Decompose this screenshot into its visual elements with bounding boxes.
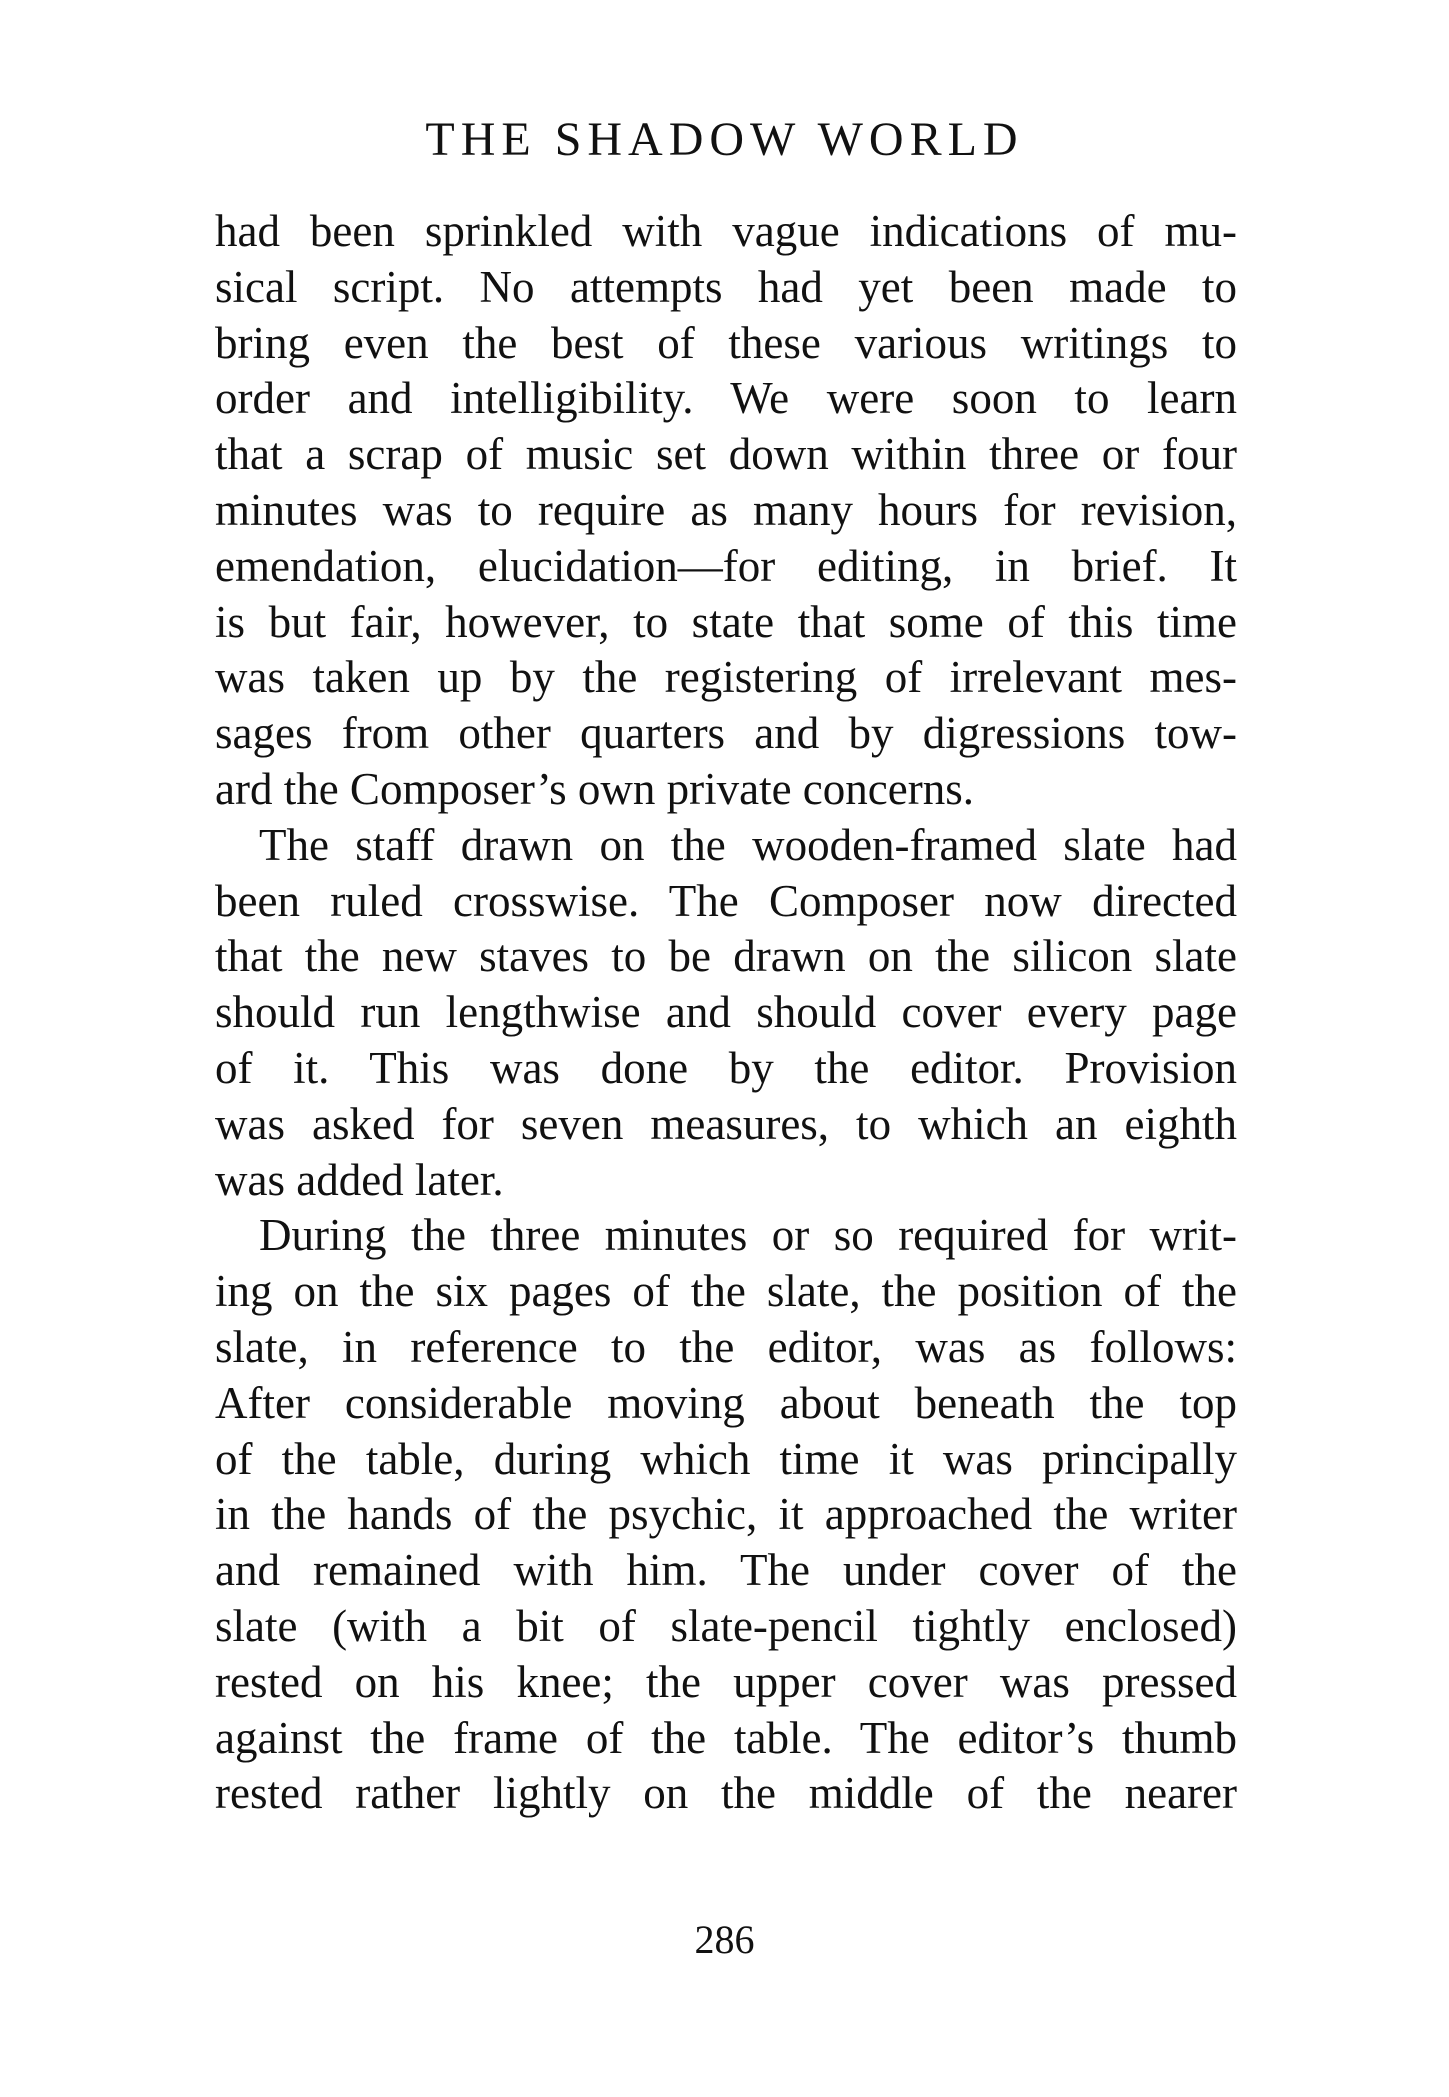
text-line: was taken up by the registering of irrelevant mes- bbox=[215, 652, 1237, 703]
text-line: The staff drawn on the wooden-framed slate had bbox=[259, 819, 1237, 870]
text-line: that the new staves to be drawn on the silicon slate bbox=[215, 931, 1237, 982]
text-line: order and intelligibility. We were soon to learn bbox=[215, 373, 1237, 424]
text-line: rested on his knee; the upper cover was pressed bbox=[215, 1656, 1237, 1707]
text-line: After considerable moving about beneath the top bbox=[215, 1377, 1237, 1428]
text-line: and remained with him. The under cover of the bbox=[215, 1545, 1237, 1596]
text-line: ing on the six pages of the slate, the position of the bbox=[215, 1266, 1237, 1317]
text-line: bring even the best of these various writings to bbox=[215, 317, 1237, 368]
body-text bbox=[215, 204, 1237, 1822]
text-line: was asked for seven measures, to which an eighth bbox=[215, 1098, 1237, 1149]
text-line: sical script. No attempts had yet been made to bbox=[215, 261, 1237, 312]
running-head: THE SHADOW WORLD bbox=[425, 113, 1024, 166]
text-line: minutes was to require as many hours for revision, bbox=[215, 484, 1237, 535]
text-line: ard the Composer’s own private concerns. bbox=[215, 763, 974, 814]
text-line: that a scrap of music set down within three or four bbox=[215, 429, 1237, 480]
text-line: slate (with a bit of slate-pencil tightly enclosed) bbox=[215, 1600, 1237, 1651]
text-line: against the frame of the table. The editor’s thumb bbox=[215, 1712, 1237, 1763]
text-line: had been sprinkled with vague indications of mu- bbox=[215, 206, 1237, 256]
page-number: 286 bbox=[694, 1917, 755, 1962]
text-line: emendation, elucidation—for editing, in brief. It bbox=[215, 540, 1237, 591]
text-line: During the three minutes or so required for writ- bbox=[259, 1210, 1237, 1261]
text-line: is but fair, however, to state that some of this time bbox=[215, 596, 1237, 647]
text-line: slate, in reference to the editor, was as follows: bbox=[215, 1321, 1237, 1372]
text-line: in the hands of the psychic, it approached the writer bbox=[215, 1489, 1237, 1540]
text-line: was added later. bbox=[215, 1154, 504, 1205]
text-line: sages from other quarters and by digressions tow- bbox=[215, 708, 1237, 759]
text-line: rested rather lightly on the middle of the nearer bbox=[215, 1768, 1237, 1819]
text-line: of it. This was done by the editor. Provision bbox=[215, 1042, 1237, 1093]
text-line: been ruled crosswise. The Composer now directed bbox=[215, 875, 1237, 926]
text-line: should run lengthwise and should cover every page bbox=[215, 987, 1237, 1038]
text-line: of the table, during which time it was principally bbox=[215, 1433, 1237, 1484]
